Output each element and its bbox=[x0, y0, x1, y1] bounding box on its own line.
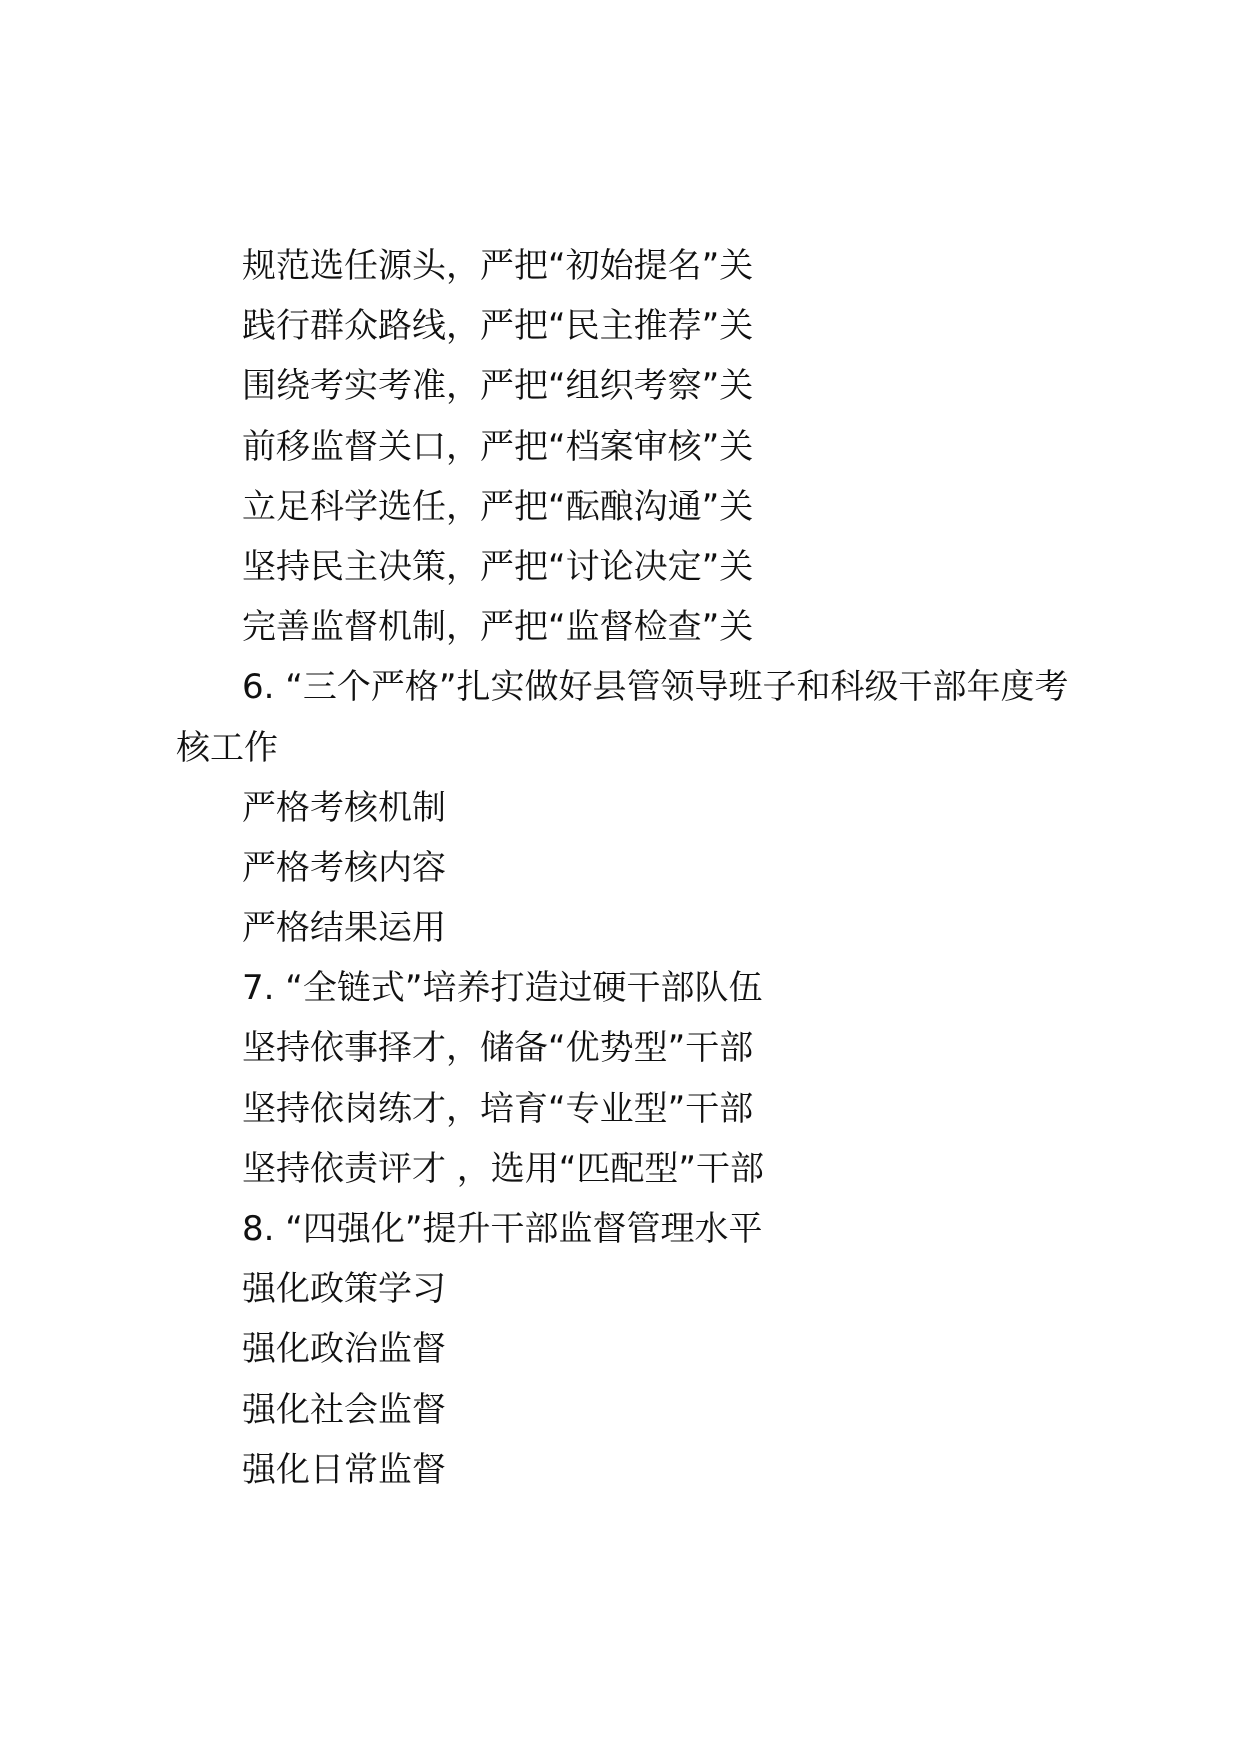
paragraph-line: 坚持依事择才，储备“优势型”干部 bbox=[242, 1028, 754, 1069]
paragraph-line: 坚持依责评才 ，选用“匹配型”干部 bbox=[242, 1148, 765, 1189]
paragraph-line: 强化社会监督 bbox=[242, 1389, 446, 1430]
paragraph-line: 规范选任源头，严把“初始提名”关 bbox=[242, 246, 754, 286]
paragraph-line: 前移监督关口，严把“档案审核”关 bbox=[242, 426, 754, 467]
paragraph-line: 强化政治监督 bbox=[242, 1329, 446, 1370]
paragraph-line: 围绕考实考准，严把“组织考察”关 bbox=[242, 366, 754, 407]
section-heading: 7. “全链式”培养打造过硬干部队伍 bbox=[242, 968, 763, 1009]
paragraph-line: 强化政策学习 bbox=[242, 1269, 446, 1310]
paragraph-line: 践行群众路线，严把“民主推荐”关 bbox=[242, 306, 754, 347]
section-heading: 6. “三个严格”扎实做好县管领导班子和科级干部年度考核工作 bbox=[176, 667, 1069, 768]
paragraph-line: 强化日常监督 bbox=[242, 1449, 446, 1490]
paragraph-line: 严格考核内容 bbox=[242, 847, 446, 888]
paragraph-line: 坚持依岗练才，培育“专业型”干部 bbox=[242, 1088, 754, 1129]
section-heading: 8. “四强化”提升干部监督管理水平 bbox=[242, 1209, 763, 1250]
document-body bbox=[176, 236, 1096, 1500]
paragraph-line: 立足科学选任，严把“酝酿沟通”关 bbox=[242, 486, 754, 527]
paragraph-line: 严格结果运用 bbox=[242, 908, 446, 949]
paragraph-line: 严格考核机制 bbox=[242, 787, 446, 828]
paragraph-line: 完善监督机制，严把“监督检查”关 bbox=[242, 607, 754, 648]
paragraph-line: 坚持民主决策，严把“讨论决定”关 bbox=[242, 546, 754, 587]
